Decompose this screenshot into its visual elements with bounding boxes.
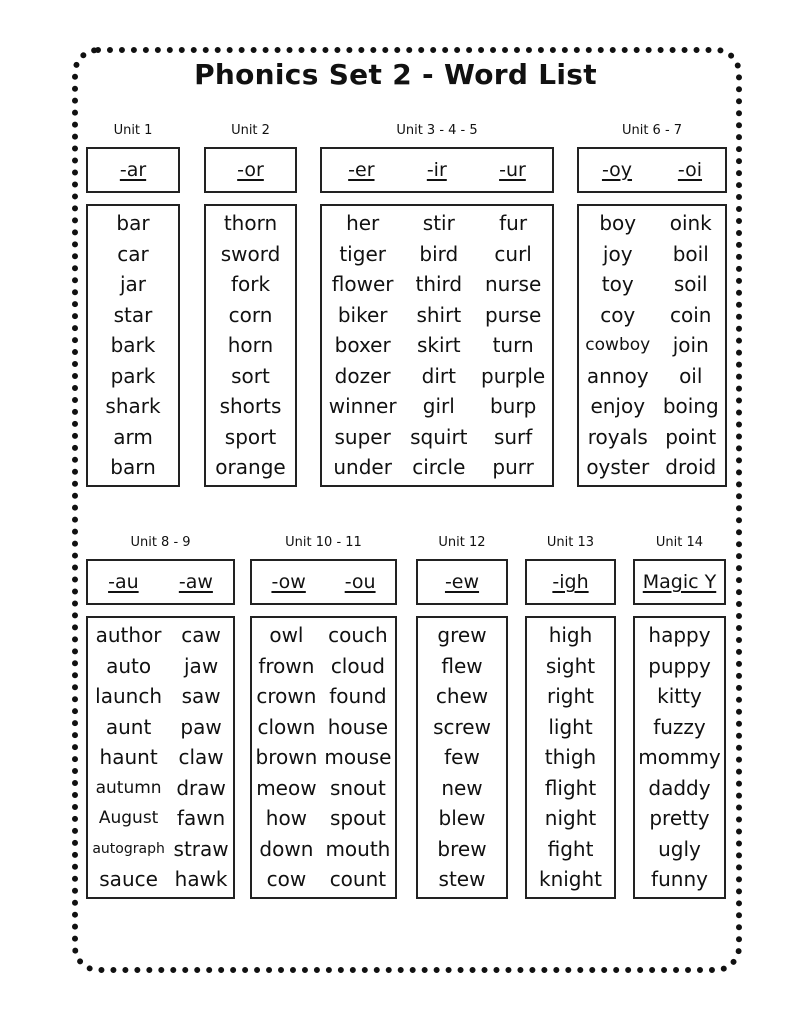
pattern-header-box [577, 147, 727, 193]
phonics-pattern: Magic Y [642, 571, 717, 593]
word-item: grew [437, 623, 487, 647]
unit-group [577, 122, 727, 487]
word-item: caw [181, 623, 221, 647]
word-item: stir [422, 211, 455, 235]
word-item: frown [258, 653, 315, 678]
word-item: skirt [416, 333, 461, 357]
word-item: mommy [638, 745, 721, 769]
word-item: burp [489, 394, 537, 418]
word-item: paw [180, 714, 222, 739]
word-item: autumn [95, 777, 162, 798]
word-item: fuzzy [653, 714, 706, 739]
word-item: star [113, 302, 153, 327]
word-item: clown [257, 714, 316, 739]
word-column [329, 208, 397, 483]
word-item: funny [651, 867, 708, 891]
phonics-pattern: -ou [344, 571, 376, 593]
word-item: auto [106, 653, 152, 678]
word-item: shorts [219, 394, 282, 418]
phonics-pattern: -igh [552, 571, 589, 593]
word-item: tiger [339, 241, 386, 266]
word-item: coin [670, 302, 712, 327]
word-item: down [259, 836, 314, 861]
word-item: horn [227, 333, 274, 357]
word-item: night [544, 806, 597, 830]
word-item: thorn [223, 211, 278, 235]
word-item: brown [255, 745, 318, 769]
phonics-pattern: -ar [119, 159, 147, 181]
pattern-header-box [320, 147, 554, 193]
pattern-header-box [525, 559, 616, 605]
unit-group [525, 534, 616, 899]
word-list-box [320, 204, 554, 487]
word-item: blew [438, 806, 486, 830]
unit-group [320, 122, 554, 487]
word-item: August [98, 808, 159, 828]
word-item: cow [266, 867, 307, 891]
word-item: flew [441, 653, 483, 678]
word-item: nurse [484, 272, 542, 296]
word-item: straw [173, 836, 229, 861]
word-item: shirt [416, 302, 462, 327]
word-item: draw [176, 775, 226, 800]
word-item: shark [105, 394, 161, 418]
word-item: coy [600, 302, 636, 327]
word-item: under [333, 455, 392, 479]
phonics-pattern: -er [348, 159, 375, 181]
word-item: third [415, 272, 463, 296]
word-item: purse [484, 302, 542, 327]
word-item: super [334, 424, 391, 449]
word-column [585, 208, 650, 483]
unit-group [204, 122, 297, 487]
word-item: crown [256, 684, 317, 708]
word-item: cowboy [585, 335, 651, 355]
word-item: bar [116, 211, 150, 235]
word-item: bird [419, 241, 459, 266]
word-item: sort [231, 363, 270, 388]
word-item: chew [435, 684, 489, 708]
word-item: winner [328, 394, 397, 418]
word-item: sword [220, 241, 281, 266]
word-item: sport [224, 424, 277, 449]
word-item: biker [337, 302, 388, 327]
word-item: cloud [330, 653, 385, 678]
word-item: surf [493, 424, 533, 449]
pattern-header-box [250, 559, 397, 605]
unit-label: Unit 1 [113, 123, 153, 138]
word-item: girl [422, 394, 455, 418]
unit-label: Unit 12 [438, 535, 486, 550]
word-item: couch [328, 623, 388, 647]
phonics-pattern: -au [108, 571, 139, 593]
word-item: fork [230, 272, 271, 296]
word-item: mouth [325, 836, 391, 861]
word-column [481, 208, 545, 483]
phonics-pattern: -or [237, 159, 264, 181]
word-item: author [95, 623, 162, 647]
unit-label: Unit 14 [655, 535, 704, 550]
word-item: barn [110, 455, 156, 479]
word-item: found [329, 684, 387, 708]
word-item: squirt [410, 424, 468, 449]
phonics-pattern: -aw [178, 571, 213, 593]
word-item: happy [648, 623, 711, 647]
word-item: dirt [421, 363, 456, 388]
unit-group [416, 534, 508, 899]
word-item: oink [669, 211, 712, 235]
word-column [433, 620, 491, 895]
unit-group [633, 534, 726, 899]
word-item: boing [662, 394, 719, 418]
phonics-pattern: -ur [499, 159, 526, 181]
pattern-header-box [633, 559, 726, 605]
word-item: jar [119, 272, 147, 296]
word-column [410, 208, 467, 483]
word-item: oil [679, 363, 703, 388]
word-item: fur [499, 211, 528, 235]
word-item: snout [329, 775, 386, 800]
word-item: arm [113, 424, 153, 449]
word-item: purr [492, 455, 534, 479]
word-item: meow [256, 775, 317, 800]
word-list-box [86, 204, 180, 487]
word-item: mouse [324, 745, 392, 769]
word-item: knight [538, 867, 603, 891]
word-column [92, 620, 165, 895]
word-list-box [633, 616, 726, 899]
word-item: few [444, 745, 480, 769]
word-item: how [265, 806, 308, 830]
word-item: joy [602, 241, 633, 266]
word-item: enjoy [590, 394, 646, 418]
word-item: haunt [99, 745, 158, 769]
word-column [539, 620, 602, 895]
word-item: toy [601, 272, 634, 296]
word-item: turn [492, 333, 534, 357]
word-item: stew [438, 867, 486, 891]
word-item: circle [412, 455, 466, 479]
pattern-header-box [204, 147, 297, 193]
unit-group [86, 122, 180, 487]
word-item: dozer [334, 363, 391, 388]
word-item: saw [181, 684, 221, 708]
phonics-pattern: -ir [426, 159, 447, 181]
word-item: jaw [184, 653, 219, 678]
unit-label: Unit 13 [546, 535, 595, 550]
phonics-pattern: -oy [601, 159, 633, 181]
word-item: oyster [586, 455, 650, 479]
word-item: right [547, 684, 594, 708]
word-item: puppy [648, 653, 711, 678]
word-item: park [110, 363, 156, 388]
word-item: brew [437, 836, 487, 861]
unit-label: Unit 8 - 9 [130, 535, 191, 550]
word-item: join [672, 333, 709, 357]
word-item: owl [269, 623, 304, 647]
word-item: autograph [92, 840, 165, 857]
word-list-box [577, 204, 727, 487]
word-item: ugly [658, 836, 701, 861]
word-item: high [548, 623, 593, 647]
word-item: kitty [657, 684, 702, 708]
word-item: bark [110, 333, 156, 357]
unit-group [250, 534, 397, 899]
phonics-pattern: -ow [271, 571, 306, 593]
word-column [174, 620, 229, 895]
unit-label: Unit 6 - 7 [621, 123, 683, 138]
pattern-header-box [86, 559, 235, 605]
word-item: flower [331, 272, 394, 296]
word-item: house [327, 714, 389, 739]
page-title: Phonics Set 2 - Word List [194, 58, 597, 91]
word-item: sauce [99, 867, 158, 891]
word-item: sight [545, 653, 596, 678]
word-item: thigh [544, 745, 597, 769]
word-item: droid [665, 455, 717, 479]
word-item: launch [95, 684, 163, 708]
word-column [105, 208, 160, 483]
word-item: daddy [648, 775, 711, 800]
word-item: purple [481, 363, 546, 388]
word-column [256, 620, 318, 895]
pattern-header-box [86, 147, 180, 193]
word-item: hawk [174, 867, 228, 891]
unit-group [86, 534, 235, 899]
word-item: annoy [586, 363, 649, 388]
word-item: royals [587, 424, 648, 449]
word-item: light [548, 714, 593, 739]
word-item: boxer [334, 333, 391, 357]
word-item: fight [547, 836, 594, 861]
word-column [638, 620, 721, 895]
word-item: claw [178, 745, 224, 769]
word-item: spout [329, 806, 386, 830]
word-list-box [416, 616, 508, 899]
word-item: fawn [176, 806, 226, 830]
unit-label: Unit 10 - 11 [285, 535, 362, 550]
word-list-box [204, 204, 297, 487]
word-item: new [441, 775, 483, 800]
word-item: corn [228, 302, 273, 327]
word-item: screw [433, 714, 491, 739]
word-item: aunt [105, 714, 152, 739]
word-item: pretty [649, 806, 710, 830]
word-item: flight [544, 775, 597, 800]
word-item: soil [673, 272, 708, 296]
word-item: curl [494, 241, 532, 266]
word-item: count [329, 867, 387, 891]
pattern-header-box [416, 559, 508, 605]
word-column [215, 208, 285, 483]
word-item: boil [672, 241, 709, 266]
word-item: boy [599, 211, 637, 235]
word-item: point [665, 424, 717, 449]
phonics-pattern: -oi [677, 159, 703, 181]
unit-label: Unit 2 [231, 123, 270, 138]
word-list-box [86, 616, 235, 899]
word-list-box [250, 616, 397, 899]
word-list-box [525, 616, 616, 899]
unit-label: Unit 3 - 4 - 5 [396, 123, 478, 138]
word-column [663, 208, 719, 483]
word-item: car [117, 241, 149, 266]
word-item: her [346, 211, 380, 235]
phonics-pattern: -ew [444, 571, 480, 593]
word-column [324, 620, 391, 895]
word-item: orange [215, 455, 286, 479]
